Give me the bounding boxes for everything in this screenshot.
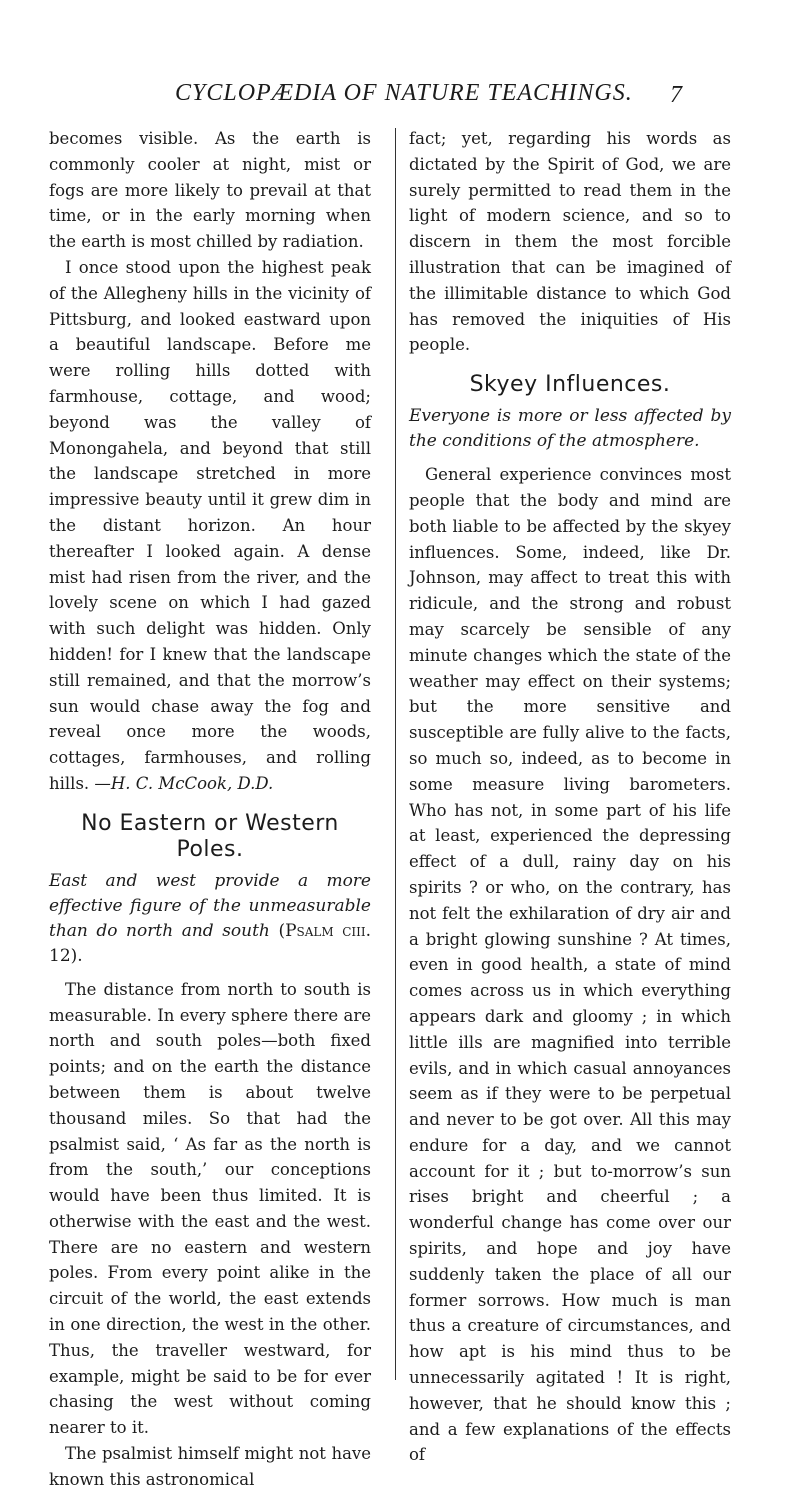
paragraph-mist-landscape [49,255,371,797]
column-divider [395,128,396,1380]
paragraph-psalmist: The psalmist himself might not have known this astronomical [49,1444,371,1489]
paragraph-text: I once stood upon the highest peak of the Allegheny hills in the vicinity of Pittsburg, and looked eastward upon a beautiful landscape. Before me were rolling hills dotted with farmhouse, cottage, and wood; beyond was the valley of Monongahela, and beyond that still the landscape stretched in more impressive beauty until it grew dim in the distant horizon. An hour thereafter I looked again. A dense mist had risen from the river, and the lovely scene on which I had gazed with such delight was hidden. Only hidden! for I knew that the landscape still remained, and that the morrow’s sun would chase away the fog and reveal once more the woods, cottages, farmhouses, and rolling hills. — [49,257,371,793]
paragraph-continuation: becomes visible. As the earth is commonly cooler at night, mist or fogs are more likely to prevail at that time, or in the early morning when the earth is most chilled by radiation. [49,129,371,252]
epigraph-text: East and west provide a more effective figure of the unmeasurable than do north and south [49,870,371,941]
section-heading-skyey: Skyey Influences. [469,372,671,398]
left-column [49,126,371,1493]
page-number: 7 [670,82,682,108]
paragraph-poles: The distance from north to south is measurable. In every sphere there are north and south poles—both fixed points; and on the earth the distance between them is about twelve thousand miles. So that had the psalmist said, ‘ As far as the north is from the south,’ our conceptions would have been thus limited. It is otherwise with the east and the west. There are no eastern and western poles. From every point alike in the circuit of the world, the east extends in one direction, the west in the other. Thus, the traveller westward, for example, might be said to be for ever chasing the west without coming nearer to it. [49,979,371,1438]
epigraph-skyey: Everyone is more or less affected by the conditions of the atmosphere. [409,406,731,452]
epigraph-poles [49,869,371,969]
scripture-reference: (Psalm ciii. 12). [49,920,371,966]
paragraph-skyey: General experience convinces most people that the body and mind are both liable to be affected by the skyey influences. Some, indeed, like Dr. Johnson, may affect to treat this with ridicule, and the strong and robust may scarcely be sensible of any minute changes which the state of the weather may effect on their systems; but the more sensitive and susceptible are fully alive to the facts, so much so, indeed, as to become in some measure living barometers. Who has not, in some part of his life at least, experienced the depressing effect of a dull, rainy day on his spirits ? or who, on the contrary, has not felt the exhilaration of dry air and a bright glowing sunshine ? At times, even in good health, a state of mind comes across us in which everything appears dark and gloomy ; in which little ills are magnified into terrible evils, and in which casual annoyances seem as if they were to be perpetual and never to be got over. All this may endure for a day, and we cannot account for it ; but to-morrow’s sun rises bright and cheerful ; a wonderful change has come over our spirits, and hope and joy have suddenly taken the place of all our former sorrows. How much is man thus a creature of circumstances, and how apt is his mind thus to be unnecessarily agitated ! It is right, however, that he should know this ; and a few explanations of the effects of [409,465,731,1465]
right-column [409,126,731,1468]
running-title: CYCLOPÆDIA OF NATURE TEACHINGS. [175,80,633,106]
section-heading-poles: No Eastern or Western Poles. [81,810,339,862]
author-attribution: H. C. McCook, D.D. [110,773,274,793]
paragraph-continuation: fact; yet, regarding his words as dictated by the Spirit of God, we are surely permitted to read them in the light of modern science, and so to discern in them the most forcible illustration that can be imagined of the illimitable distance to which God has removed the iniquities of His people. [409,129,731,355]
running-header [80,80,780,110]
